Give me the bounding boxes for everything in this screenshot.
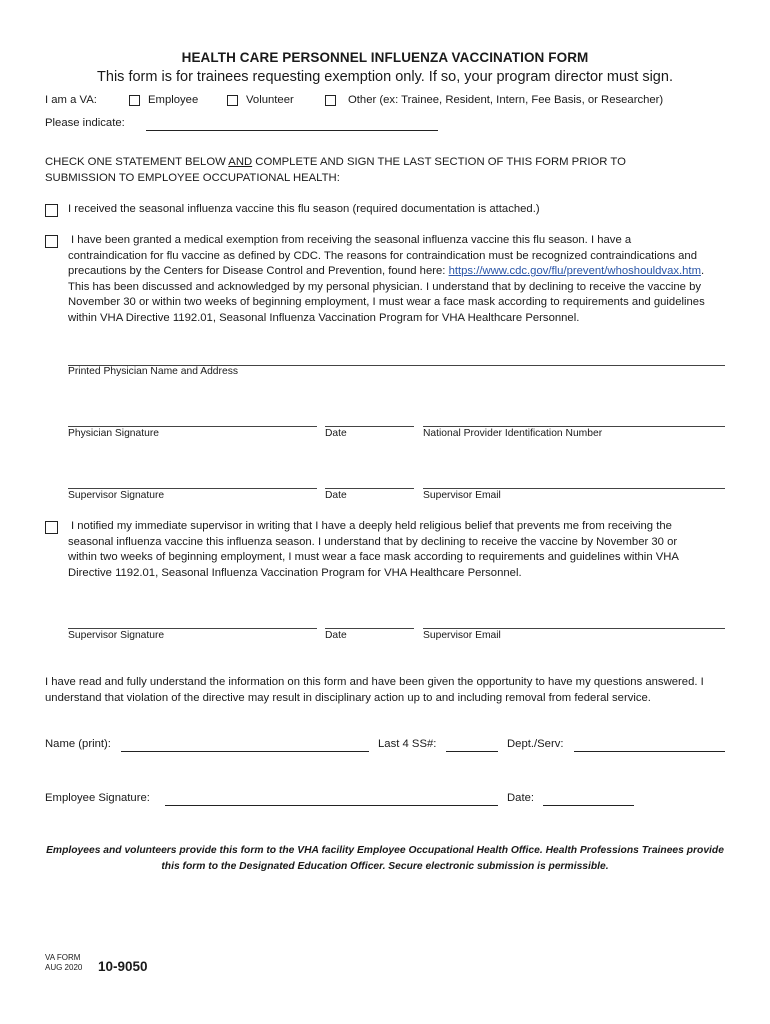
physician-date-label: Date [325,428,347,439]
submission-instructions: Employees and volunteers provide this form to the VHA facility Employee Occupational Health Office. Health Professions Trainees provide this form to the Designated Education Officer. Secure electronic submission is permissible. [46,845,724,872]
physician-name-address-label: Printed Physician Name and Address [68,366,238,377]
supervisor-signature-line-1[interactable] [68,488,317,489]
supervisor-signature-label-2: Supervisor Signature [68,630,165,641]
supervisor-email-line-1[interactable] [423,488,725,489]
form-subtitle: This form is for trainees requesting exemption only. If so, your program director must sign. [97,69,673,85]
npi-label: National Provider Identification Number [423,428,603,439]
employee-option-label: Employee [148,94,199,106]
statement-vaccinated-checkbox[interactable] [45,204,58,217]
employee-name-label: Name (print): [45,738,111,750]
supervisor-date-label-1: Date [325,490,347,501]
form-date: AUG 2020 [45,963,83,972]
employee-signature-field[interactable] [165,805,498,806]
other-option-label: Other (ex: Trainee, Resident, Intern, Fee Basis, or Researcher) [348,94,664,106]
va-form-label: VA FORM [45,953,81,962]
instruction-text: CHECK ONE STATEMENT BELOW AND COMPLETE AND SIGN THE LAST SECTION OF THIS FORM PRIOR TO SUBMISSION TO EMPLOYEE OCCUPATIONAL HEALTH: [45,156,626,184]
cdc-link[interactable]: https://www.cdc.gov/flu/prevent/whoshouldvax.htm [448,265,701,278]
statement-vaccinated-text: I received the seasonal influenza vaccine this flu season (required documentation is attached.) [68,203,540,215]
supervisor-signature-label-1: Supervisor Signature [68,490,165,501]
physician-signature-label: Physician Signature [68,428,160,439]
supervisor-email-label-1: Supervisor Email [423,490,501,501]
supervisor-date-line-2[interactable] [325,628,414,629]
npi-line[interactable] [423,426,725,427]
dept-serv-field[interactable] [574,751,725,752]
acknowledgement-text: I have read and fully understand the information on this form and have been given the opportunity to have my questions answered. I understand that violation of the directive may result in disciplinary action up to and including removal from federal service. [45,676,704,704]
other-checkbox[interactable] [325,95,336,106]
employee-signature-label: Employee Signature: [45,792,150,804]
form-title: HEALTH CARE PERSONNEL INFLUENZA VACCINATION FORM [181,50,589,65]
employee-date-label: Date: [507,792,535,804]
volunteer-option-label: Volunteer [246,94,294,106]
last-four-ss-label: Last 4 SS#: [378,738,437,750]
employee-name-field[interactable] [121,751,369,752]
employee-date-field[interactable] [543,805,634,806]
physician-date-line[interactable] [325,426,414,427]
physician-signature-line[interactable] [68,426,317,427]
last-four-ss-field[interactable] [446,751,498,752]
supervisor-signature-line-2[interactable] [68,628,317,629]
supervisor-date-label-2: Date [325,630,347,641]
dept-serv-label: Dept./Serv: [507,738,564,750]
va-status-label: I am a VA: [45,94,97,106]
supervisor-email-label-2: Supervisor Email [423,630,501,641]
volunteer-checkbox[interactable] [227,95,238,106]
instruction-and: AND [228,156,253,168]
supervisor-email-line-2[interactable] [423,628,725,629]
statement-medical-exemption-text: I have been granted a medical exemption from receiving the seasonal influenza vaccine this flu season. I have a contraindication for flu vaccine as defined by CDC. The reasons for contraindication must be recognized contraindications and precautions by the Centers for Disease Control and Prevention, found here: https://www.cdc.gov/flu/prevent/whoshouldvax.htm. This has been discussed and acknowledged by my personal physician. I understand that by declining to receive the vaccine by November 30 or within two weeks of beginning employment, I must wear a face mask according to requirements and guidelines within VHA Directive 1192.01, Seasonal Influenza Vaccination Program for VHA Healthcare Personnel. [68,234,705,324]
please-indicate-field[interactable] [146,130,438,131]
supervisor-date-line-1[interactable] [325,488,414,489]
statement-religious-exemption-text: I notified my immediate supervisor in writing that I have a deeply held religious belief that prevents me from receiving the seasonal influenza vaccine this influenza season. I understand that by declining to receive the vaccine by November 30 or within two weeks of beginning employment, I must wear a face mask according to requirements and guidelines within VHA Directive 1192.01, Seasonal Influenza Vaccination Program for VHA Healthcare Personnel. [68,520,679,579]
please-indicate-label: Please indicate: [45,117,125,129]
employee-checkbox[interactable] [129,95,140,106]
statement-religious-exemption-checkbox[interactable] [45,521,58,534]
form-footer-label [45,953,82,973]
form-number: 10-9050 [98,959,148,974]
statement-medical-exemption-checkbox[interactable] [45,235,58,248]
